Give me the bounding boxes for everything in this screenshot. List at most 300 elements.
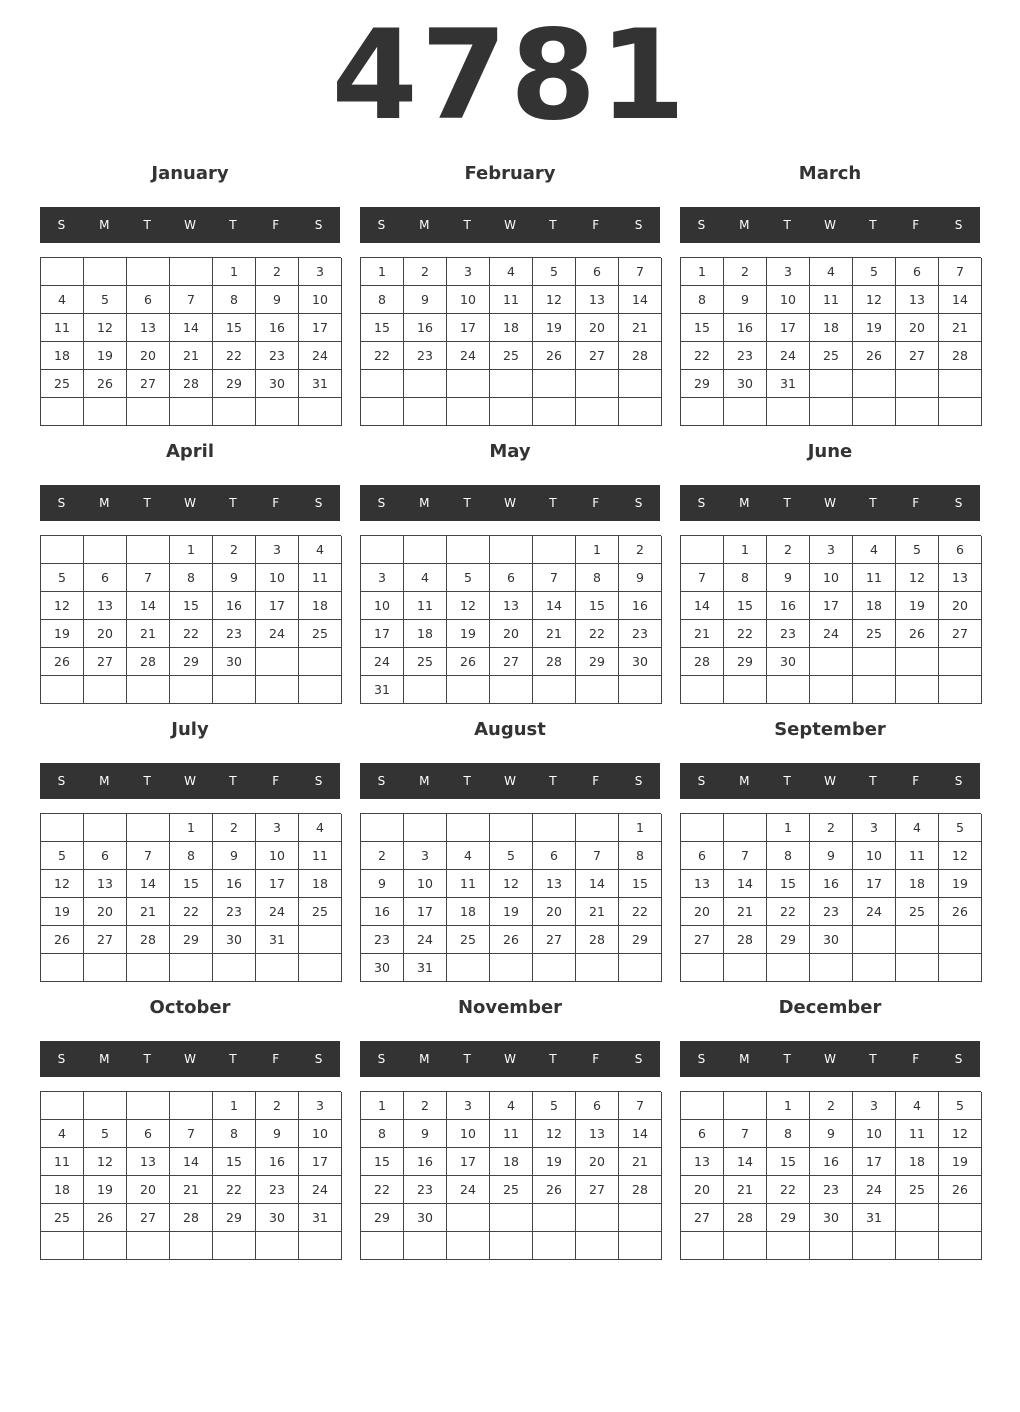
day-cell: 28 bbox=[170, 1204, 213, 1232]
day-cell: 21 bbox=[127, 620, 170, 648]
day-cell: 25 bbox=[447, 926, 490, 954]
empty-day-cell bbox=[576, 954, 619, 982]
weekday-label: T bbox=[229, 496, 237, 510]
empty-day-cell bbox=[404, 398, 447, 426]
day-cell: 20 bbox=[127, 342, 170, 370]
day-cell: 15 bbox=[213, 314, 256, 342]
empty-day-cell bbox=[490, 536, 533, 564]
day-cell: 2 bbox=[213, 536, 256, 564]
day-cell: 15 bbox=[767, 1148, 810, 1176]
day-cell: 6 bbox=[576, 258, 619, 286]
day-cell: 30 bbox=[810, 926, 853, 954]
weekday-label: S bbox=[57, 774, 66, 788]
day-cell: 19 bbox=[939, 1148, 982, 1176]
day-cell: 30 bbox=[213, 648, 256, 676]
weekday-label: T bbox=[549, 1052, 557, 1066]
weekday-label: T bbox=[869, 496, 877, 510]
empty-day-cell bbox=[533, 1204, 576, 1232]
day-cell: 18 bbox=[41, 1176, 84, 1204]
day-cell: 27 bbox=[127, 370, 170, 398]
weekday-label: M bbox=[419, 218, 430, 232]
empty-day-cell bbox=[41, 814, 84, 842]
day-cell: 17 bbox=[447, 1148, 490, 1176]
day-cell: 21 bbox=[576, 898, 619, 926]
empty-day-cell bbox=[447, 814, 490, 842]
day-cell: 6 bbox=[576, 1092, 619, 1120]
weekday-label: T bbox=[783, 218, 791, 232]
day-cell: 1 bbox=[767, 814, 810, 842]
day-cell: 20 bbox=[490, 620, 533, 648]
empty-day-cell bbox=[256, 676, 299, 704]
day-cell: 12 bbox=[939, 842, 982, 870]
empty-day-cell bbox=[299, 676, 342, 704]
empty-day-cell bbox=[84, 398, 127, 426]
day-cell: 3 bbox=[853, 814, 896, 842]
day-cell: 18 bbox=[299, 870, 342, 898]
day-cell: 11 bbox=[853, 564, 896, 592]
day-cell: 4 bbox=[404, 564, 447, 592]
month-name: January bbox=[151, 163, 229, 184]
day-cell: 3 bbox=[853, 1092, 896, 1120]
weekday-header bbox=[360, 485, 660, 521]
day-cell: 9 bbox=[724, 286, 767, 314]
empty-day-cell bbox=[853, 398, 896, 426]
empty-day-cell bbox=[404, 370, 447, 398]
day-cell: 4 bbox=[896, 1092, 939, 1120]
empty-day-cell bbox=[170, 258, 213, 286]
day-cell: 18 bbox=[490, 314, 533, 342]
empty-day-cell bbox=[127, 258, 170, 286]
month-name: April bbox=[165, 441, 215, 462]
day-cell: 25 bbox=[853, 620, 896, 648]
weekday-label: M bbox=[739, 774, 750, 788]
day-cell: 4 bbox=[447, 842, 490, 870]
day-cell: 14 bbox=[724, 1148, 767, 1176]
weekday-label: M bbox=[99, 1052, 110, 1066]
day-cell: 7 bbox=[127, 564, 170, 592]
day-cell: 3 bbox=[256, 536, 299, 564]
day-cell: 22 bbox=[724, 620, 767, 648]
empty-day-cell bbox=[767, 676, 810, 704]
day-grid bbox=[680, 1091, 981, 1260]
day-cell: 28 bbox=[533, 648, 576, 676]
empty-day-cell bbox=[681, 676, 724, 704]
day-cell: 7 bbox=[533, 564, 576, 592]
day-cell: 19 bbox=[41, 620, 84, 648]
day-cell: 8 bbox=[213, 286, 256, 314]
empty-day-cell bbox=[361, 536, 404, 564]
day-cell: 2 bbox=[619, 536, 662, 564]
day-cell: 4 bbox=[299, 814, 342, 842]
empty-day-cell bbox=[299, 398, 342, 426]
day-cell: 23 bbox=[404, 342, 447, 370]
day-grid bbox=[40, 813, 341, 982]
day-cell: 19 bbox=[533, 314, 576, 342]
day-cell: 26 bbox=[533, 1176, 576, 1204]
weekday-label: S bbox=[697, 1052, 706, 1066]
weekday-header bbox=[40, 1041, 340, 1077]
day-cell: 11 bbox=[810, 286, 853, 314]
day-cell: 11 bbox=[447, 870, 490, 898]
day-cell: 23 bbox=[810, 1176, 853, 1204]
day-cell: 29 bbox=[767, 926, 810, 954]
day-cell: 15 bbox=[170, 870, 213, 898]
day-cell: 4 bbox=[896, 814, 939, 842]
day-cell: 3 bbox=[447, 1092, 490, 1120]
day-cell: 23 bbox=[767, 620, 810, 648]
empty-day-cell bbox=[299, 648, 342, 676]
day-cell: 18 bbox=[490, 1148, 533, 1176]
day-cell: 14 bbox=[576, 870, 619, 898]
day-cell: 13 bbox=[681, 870, 724, 898]
day-cell: 28 bbox=[939, 342, 982, 370]
weekday-label: S bbox=[954, 218, 963, 232]
empty-day-cell bbox=[447, 370, 490, 398]
day-cell: 21 bbox=[619, 1148, 662, 1176]
empty-day-cell bbox=[41, 536, 84, 564]
day-cell: 9 bbox=[361, 870, 404, 898]
day-cell: 22 bbox=[681, 342, 724, 370]
empty-day-cell bbox=[361, 398, 404, 426]
day-cell: 24 bbox=[447, 1176, 490, 1204]
month-name: March bbox=[798, 163, 862, 184]
empty-day-cell bbox=[681, 954, 724, 982]
weekday-label: T bbox=[229, 774, 237, 788]
day-cell: 21 bbox=[170, 342, 213, 370]
empty-day-cell bbox=[213, 398, 256, 426]
empty-day-cell bbox=[681, 814, 724, 842]
day-cell: 4 bbox=[41, 286, 84, 314]
day-cell: 25 bbox=[41, 1204, 84, 1232]
day-cell: 17 bbox=[853, 870, 896, 898]
empty-day-cell bbox=[724, 1092, 767, 1120]
empty-day-cell bbox=[256, 398, 299, 426]
weekday-label: T bbox=[869, 1052, 877, 1066]
day-cell: 11 bbox=[299, 842, 342, 870]
day-cell: 18 bbox=[447, 898, 490, 926]
day-cell: 25 bbox=[41, 370, 84, 398]
empty-day-cell bbox=[810, 954, 853, 982]
day-cell: 2 bbox=[810, 814, 853, 842]
day-cell: 15 bbox=[576, 592, 619, 620]
empty-day-cell bbox=[939, 370, 982, 398]
day-cell: 12 bbox=[896, 564, 939, 592]
weekday-label: T bbox=[549, 774, 557, 788]
day-cell: 11 bbox=[490, 286, 533, 314]
weekday-label: S bbox=[634, 496, 643, 510]
day-cell: 21 bbox=[533, 620, 576, 648]
empty-day-cell bbox=[853, 954, 896, 982]
weekday-label: W bbox=[504, 218, 516, 232]
empty-day-cell bbox=[810, 398, 853, 426]
day-cell: 2 bbox=[724, 258, 767, 286]
empty-day-cell bbox=[767, 954, 810, 982]
day-cell: 26 bbox=[41, 648, 84, 676]
weekday-label: S bbox=[697, 218, 706, 232]
weekday-label: M bbox=[419, 774, 430, 788]
day-cell: 24 bbox=[853, 898, 896, 926]
empty-day-cell bbox=[533, 954, 576, 982]
empty-day-cell bbox=[84, 1092, 127, 1120]
day-cell: 23 bbox=[256, 342, 299, 370]
day-cell: 5 bbox=[939, 814, 982, 842]
day-cell: 25 bbox=[490, 1176, 533, 1204]
day-cell: 3 bbox=[404, 842, 447, 870]
day-cell: 6 bbox=[896, 258, 939, 286]
weekday-label: F bbox=[272, 496, 280, 510]
empty-day-cell bbox=[299, 1232, 342, 1260]
weekday-header bbox=[680, 485, 980, 521]
weekday-label: T bbox=[783, 1052, 791, 1066]
empty-day-cell bbox=[939, 676, 982, 704]
weekday-label: F bbox=[912, 496, 920, 510]
day-cell: 3 bbox=[767, 258, 810, 286]
day-cell: 17 bbox=[299, 314, 342, 342]
day-cell: 3 bbox=[299, 1092, 342, 1120]
day-cell: 11 bbox=[41, 314, 84, 342]
empty-day-cell bbox=[619, 954, 662, 982]
day-cell: 4 bbox=[810, 258, 853, 286]
day-cell: 23 bbox=[619, 620, 662, 648]
empty-day-cell bbox=[41, 676, 84, 704]
weekday-label: T bbox=[229, 1052, 237, 1066]
day-cell: 3 bbox=[447, 258, 490, 286]
day-cell: 20 bbox=[681, 898, 724, 926]
weekday-label: S bbox=[954, 774, 963, 788]
day-cell: 27 bbox=[490, 648, 533, 676]
empty-day-cell bbox=[619, 1204, 662, 1232]
day-cell: 1 bbox=[170, 536, 213, 564]
day-cell: 14 bbox=[939, 286, 982, 314]
day-cell: 18 bbox=[853, 592, 896, 620]
day-cell: 3 bbox=[256, 814, 299, 842]
empty-day-cell bbox=[299, 954, 342, 982]
weekday-label: M bbox=[99, 774, 110, 788]
day-cell: 8 bbox=[681, 286, 724, 314]
day-cell: 8 bbox=[619, 842, 662, 870]
day-cell: 24 bbox=[767, 342, 810, 370]
weekday-label: S bbox=[377, 774, 386, 788]
empty-day-cell bbox=[853, 676, 896, 704]
empty-day-cell bbox=[490, 1232, 533, 1260]
empty-day-cell bbox=[404, 814, 447, 842]
day-cell: 5 bbox=[84, 286, 127, 314]
day-cell: 22 bbox=[213, 1176, 256, 1204]
empty-day-cell bbox=[447, 676, 490, 704]
day-cell: 13 bbox=[576, 1120, 619, 1148]
day-cell: 18 bbox=[41, 342, 84, 370]
day-cell: 8 bbox=[170, 564, 213, 592]
day-cell: 13 bbox=[127, 1148, 170, 1176]
day-cell: 8 bbox=[724, 564, 767, 592]
weekday-header bbox=[40, 763, 340, 799]
day-cell: 29 bbox=[619, 926, 662, 954]
day-cell: 25 bbox=[299, 620, 342, 648]
weekday-label: F bbox=[592, 496, 600, 510]
weekday-label: T bbox=[229, 218, 237, 232]
empty-day-cell bbox=[256, 954, 299, 982]
day-cell: 25 bbox=[810, 342, 853, 370]
day-cell: 22 bbox=[170, 898, 213, 926]
day-cell: 2 bbox=[213, 814, 256, 842]
day-cell: 19 bbox=[853, 314, 896, 342]
day-cell: 12 bbox=[490, 870, 533, 898]
day-cell: 11 bbox=[404, 592, 447, 620]
day-cell: 25 bbox=[490, 342, 533, 370]
day-cell: 29 bbox=[170, 926, 213, 954]
day-cell: 30 bbox=[810, 1204, 853, 1232]
day-cell: 23 bbox=[361, 926, 404, 954]
empty-day-cell bbox=[939, 1232, 982, 1260]
empty-day-cell bbox=[767, 398, 810, 426]
day-cell: 30 bbox=[404, 1204, 447, 1232]
empty-day-cell bbox=[404, 1232, 447, 1260]
day-grid bbox=[680, 535, 981, 704]
month-name: November bbox=[457, 997, 563, 1018]
weekday-label: T bbox=[463, 218, 471, 232]
day-cell: 23 bbox=[213, 620, 256, 648]
day-cell: 14 bbox=[170, 314, 213, 342]
day-cell: 29 bbox=[213, 370, 256, 398]
day-cell: 8 bbox=[361, 1120, 404, 1148]
day-cell: 6 bbox=[533, 842, 576, 870]
day-cell: 19 bbox=[84, 342, 127, 370]
day-cell: 20 bbox=[84, 898, 127, 926]
empty-day-cell bbox=[939, 954, 982, 982]
day-cell: 5 bbox=[853, 258, 896, 286]
day-cell: 7 bbox=[127, 842, 170, 870]
day-grid bbox=[40, 1091, 341, 1260]
weekday-label: S bbox=[377, 1052, 386, 1066]
weekday-label: S bbox=[314, 218, 323, 232]
weekday-label: T bbox=[869, 774, 877, 788]
day-cell: 27 bbox=[576, 1176, 619, 1204]
empty-day-cell bbox=[361, 370, 404, 398]
day-cell: 22 bbox=[213, 342, 256, 370]
day-cell: 8 bbox=[361, 286, 404, 314]
weekday-label: W bbox=[824, 218, 836, 232]
weekday-label: S bbox=[57, 496, 66, 510]
day-cell: 26 bbox=[84, 1204, 127, 1232]
day-cell: 14 bbox=[619, 1120, 662, 1148]
day-cell: 25 bbox=[896, 898, 939, 926]
day-cell: 14 bbox=[724, 870, 767, 898]
month-name: October bbox=[149, 997, 231, 1018]
day-cell: 24 bbox=[256, 898, 299, 926]
day-cell: 30 bbox=[724, 370, 767, 398]
empty-day-cell bbox=[447, 1232, 490, 1260]
day-cell: 8 bbox=[170, 842, 213, 870]
day-cell: 20 bbox=[576, 314, 619, 342]
day-grid bbox=[680, 813, 981, 982]
empty-day-cell bbox=[619, 676, 662, 704]
day-cell: 20 bbox=[681, 1176, 724, 1204]
day-cell: 21 bbox=[681, 620, 724, 648]
day-cell: 9 bbox=[213, 564, 256, 592]
weekday-label: T bbox=[143, 218, 151, 232]
weekday-label: T bbox=[549, 218, 557, 232]
empty-day-cell bbox=[447, 954, 490, 982]
weekday-label: F bbox=[272, 1052, 280, 1066]
empty-day-cell bbox=[41, 1232, 84, 1260]
day-cell: 11 bbox=[41, 1148, 84, 1176]
day-cell: 31 bbox=[853, 1204, 896, 1232]
day-cell: 4 bbox=[853, 536, 896, 564]
day-cell: 16 bbox=[810, 870, 853, 898]
day-cell: 3 bbox=[299, 258, 342, 286]
day-cell: 26 bbox=[490, 926, 533, 954]
weekday-label: F bbox=[912, 774, 920, 788]
weekday-label: T bbox=[783, 774, 791, 788]
day-cell: 16 bbox=[213, 870, 256, 898]
weekday-label: S bbox=[57, 1052, 66, 1066]
empty-day-cell bbox=[170, 1232, 213, 1260]
day-cell: 24 bbox=[447, 342, 490, 370]
day-cell: 10 bbox=[853, 842, 896, 870]
day-cell: 23 bbox=[404, 1176, 447, 1204]
empty-day-cell bbox=[810, 1232, 853, 1260]
empty-day-cell bbox=[896, 370, 939, 398]
weekday-label: F bbox=[272, 218, 280, 232]
day-cell: 27 bbox=[127, 1204, 170, 1232]
weekday-label: S bbox=[697, 774, 706, 788]
day-cell: 2 bbox=[256, 258, 299, 286]
empty-day-cell bbox=[576, 398, 619, 426]
day-cell: 10 bbox=[299, 286, 342, 314]
day-cell: 21 bbox=[724, 898, 767, 926]
day-cell: 28 bbox=[724, 1204, 767, 1232]
month-name: May bbox=[489, 441, 531, 462]
empty-day-cell bbox=[127, 676, 170, 704]
empty-day-cell bbox=[681, 398, 724, 426]
day-cell: 30 bbox=[361, 954, 404, 982]
day-cell: 10 bbox=[447, 1120, 490, 1148]
empty-day-cell bbox=[533, 676, 576, 704]
weekday-label: F bbox=[592, 218, 600, 232]
weekday-label: T bbox=[143, 496, 151, 510]
weekday-label: F bbox=[272, 774, 280, 788]
weekday-label: W bbox=[824, 496, 836, 510]
empty-day-cell bbox=[361, 814, 404, 842]
weekday-label: S bbox=[634, 1052, 643, 1066]
day-cell: 12 bbox=[853, 286, 896, 314]
year-title: 4781 bbox=[331, 4, 689, 148]
day-cell: 31 bbox=[299, 1204, 342, 1232]
weekday-label: M bbox=[739, 1052, 750, 1066]
day-cell: 11 bbox=[896, 842, 939, 870]
empty-day-cell bbox=[404, 536, 447, 564]
day-cell: 17 bbox=[810, 592, 853, 620]
day-cell: 16 bbox=[213, 592, 256, 620]
day-cell: 1 bbox=[724, 536, 767, 564]
day-cell: 27 bbox=[681, 926, 724, 954]
empty-day-cell bbox=[619, 370, 662, 398]
day-cell: 27 bbox=[896, 342, 939, 370]
day-cell: 21 bbox=[619, 314, 662, 342]
day-cell: 30 bbox=[256, 370, 299, 398]
weekday-header bbox=[40, 207, 340, 243]
day-cell: 7 bbox=[619, 258, 662, 286]
empty-day-cell bbox=[681, 1232, 724, 1260]
empty-day-cell bbox=[810, 676, 853, 704]
day-cell: 13 bbox=[127, 314, 170, 342]
day-cell: 19 bbox=[490, 898, 533, 926]
empty-day-cell bbox=[404, 676, 447, 704]
day-cell: 11 bbox=[896, 1120, 939, 1148]
day-cell: 12 bbox=[84, 314, 127, 342]
day-cell: 24 bbox=[853, 1176, 896, 1204]
day-cell: 19 bbox=[84, 1176, 127, 1204]
